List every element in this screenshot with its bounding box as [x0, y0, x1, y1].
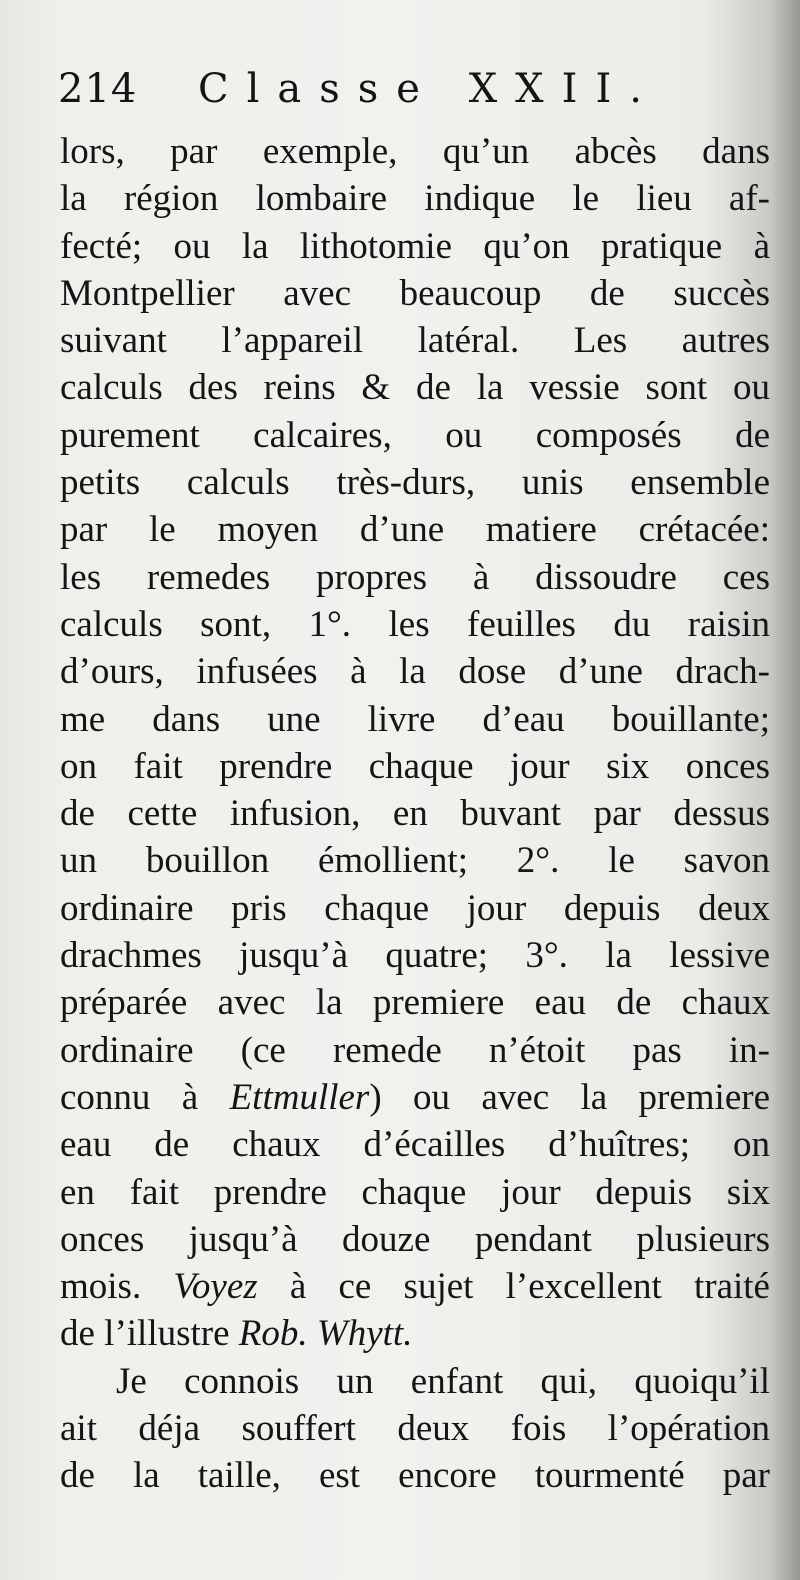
text-line [60, 1452, 770, 1499]
text-line [60, 128, 770, 175]
text-line [60, 1358, 770, 1405]
text-segment: suivant l’appareil latéral. Les autres [60, 320, 770, 362]
text-line [60, 554, 770, 601]
text-line [60, 601, 770, 648]
text-line [60, 979, 770, 1026]
text-line [60, 885, 770, 932]
text-segment: petits calculs très-durs, unis ensemble [60, 462, 770, 504]
text-segment: d’ours, infusées à la dose d’une drach- [60, 651, 770, 693]
text-line [60, 1263, 770, 1310]
text-line [60, 270, 770, 317]
text-segment: un bouillon émollient; 2°. le savon [60, 840, 770, 882]
italic-text: Ettmuller [229, 1076, 370, 1118]
text-segment: eau de chaux d’écailles d’huîtres; on [60, 1124, 770, 1166]
text-segment: ordinaire pris chaque jour depuis deux [60, 887, 770, 929]
text-segment: Montpellier avec beaucoup de succès [60, 272, 770, 314]
page-header [58, 66, 758, 122]
text-line [60, 648, 770, 695]
text-segment: de la taille, est encore tourmenté par [60, 1455, 770, 1497]
text-segment: par le moyen d’une matiere crétacée: [60, 509, 770, 551]
text-line [60, 317, 770, 364]
text-line [60, 743, 770, 790]
text-segment: calculs sont, 1°. les feuilles du raisin [60, 603, 770, 645]
text-segment: ) ou avec la premiere [369, 1076, 770, 1118]
text-line [60, 1169, 770, 1216]
italic-text: Voyez [173, 1266, 258, 1308]
text-segment: lors, par exemple, qu’un abcès dans [60, 131, 770, 172]
italic-text: Rob. Whytt. [238, 1313, 413, 1355]
text-segment: ait déja souffert deux fois l’opération [60, 1408, 770, 1450]
text-line [60, 1310, 770, 1357]
text-line [60, 364, 770, 411]
text-line [60, 223, 770, 270]
text-segment: ordinaire (ce remede n’étoit pas in- [60, 1029, 770, 1071]
text-line [60, 412, 770, 459]
text-segment: les remedes propres à dissoudre ces [60, 556, 770, 598]
text-segment: de cette infusion, en buvant par dessus [60, 793, 770, 835]
paragraph [60, 128, 770, 1358]
running-head: Classe XXII. [198, 66, 660, 112]
text-segment: fecté; ou la lithotomie qu’on pratique à [60, 225, 770, 267]
text-line [60, 1027, 770, 1074]
text-line [60, 1405, 770, 1452]
text-line [60, 696, 770, 743]
paragraph [60, 1358, 770, 1500]
text-segment: de l’illustre [60, 1313, 239, 1355]
body-text [60, 128, 770, 1500]
text-segment: drachmes jusqu’à quatre; 3°. la lessive [60, 935, 770, 977]
text-segment: purement calcaires, ou composés de [60, 414, 770, 456]
text-segment: à ce sujet l’excellent traité [257, 1266, 770, 1308]
page-edge-shadow [770, 0, 800, 1580]
text-segment: onces jusqu’à douze pendant plusieurs [60, 1218, 770, 1260]
text-line [60, 459, 770, 506]
text-segment: calculs des reins & de la vessie sont ou [60, 367, 770, 409]
text-segment: connu à [60, 1076, 230, 1118]
text-line [60, 1216, 770, 1263]
page-number: 214 [58, 66, 138, 112]
text-line [60, 506, 770, 553]
text-segment: Je connois un enfant qui, quoiqu’il [116, 1360, 770, 1402]
text-line [60, 1074, 770, 1121]
text-segment: préparée avec la premiere eau de chaux [60, 982, 770, 1024]
text-line [60, 1121, 770, 1168]
text-segment: la région lombaire indique le lieu af- [60, 178, 770, 220]
text-segment: en fait prendre chaque jour depuis six [60, 1171, 770, 1213]
text-segment: mois. [60, 1266, 174, 1308]
text-line [60, 932, 770, 979]
text-segment: on fait prendre chaque jour six onces [60, 745, 770, 787]
text-line [60, 790, 770, 837]
text-segment: me dans une livre d’eau bouillante; [60, 698, 770, 740]
text-line [60, 175, 770, 222]
text-line [60, 837, 770, 884]
